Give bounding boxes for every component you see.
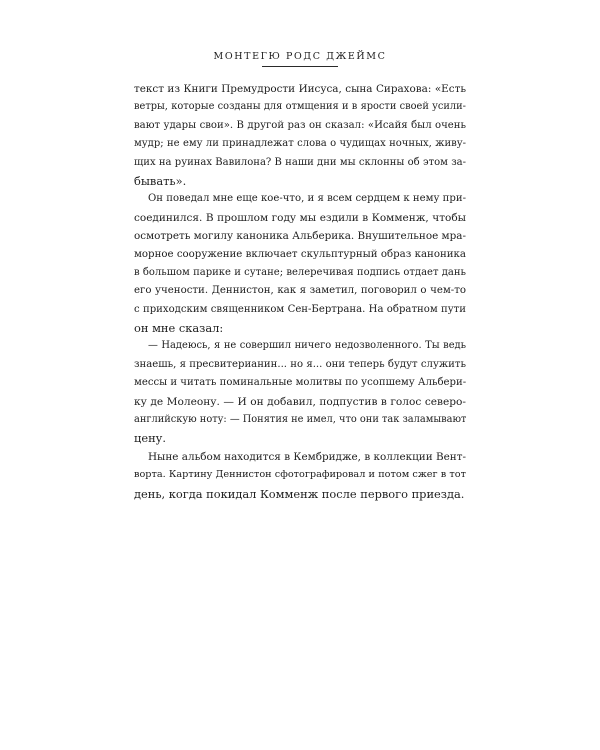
text-line: цену.	[134, 431, 166, 446]
text-line: — Надеюсь, я не совершил ничего недозволенного. Ты ведь	[148, 340, 466, 352]
text-line: Он поведал мне еще кое-что, и я всем сердцем к нему при-	[148, 193, 466, 205]
text-line: ворта. Картину Деннистон сфотографировал и потом сжег в тот	[134, 469, 466, 481]
text-line: щих на руинах Вавилона? В наши дни мы склонны об этом за-	[134, 156, 466, 168]
paragraph-4	[134, 448, 466, 503]
text-line: с приходским священником Сен-Бертрана. На обратном пути	[134, 303, 466, 315]
text-line: его учености. Деннистон, как я заметил, поговорил о чем-то	[134, 285, 466, 297]
text-line: Ныне альбом находится в Кембридже, в коллекции Вент-	[148, 450, 466, 463]
text-line: вают удары свои». В другой раз он сказал: «Исайя был очень	[134, 119, 466, 131]
text-line: английскую ноту: — Понятия не имел, что они так заламывают	[134, 414, 466, 426]
text-line: день, когда покидал Комменж после первого приезда.	[134, 486, 465, 501]
text-line: соединился. В прошлом году мы ездили в Комменж, чтобы	[134, 211, 466, 224]
text-line: морное сооружение включает скульптурный образ каноника	[134, 248, 466, 260]
running-head: МОНТЕГЮ РОДС ДЖЕЙМС	[213, 51, 387, 62]
text-line: ку де Молеону. — И он добавил, подпустив в голос северо-	[134, 395, 466, 408]
text-line: в большом парике и сутане; велеречивая подпись отдает дань	[134, 266, 466, 278]
text-line: мессы и читать поминальные молитвы по усопшему Альбери-	[134, 377, 466, 389]
running-head-rule	[262, 66, 338, 67]
text-line: он мне сказал:	[134, 321, 224, 336]
text-line: осмотреть могилу каноника Альберика. Внушительное мра-	[134, 230, 466, 243]
body-text	[134, 80, 466, 503]
text-line: бывать».	[134, 173, 187, 188]
text-line: мудр; не ему ли принадлежат слова о чудищах ночных, живу-	[134, 138, 466, 150]
text-line: ветры, которые созданы для отмщения и в ярости своей усили-	[134, 101, 466, 113]
text-line: текст из Книги Премудрости Иисуса, сына Сирахова: «Есть	[134, 83, 466, 95]
text-line: знаешь, я пресвитерианин... но я... они теперь будут служить	[134, 358, 466, 370]
paragraph-1	[134, 80, 466, 190]
paragraph-2	[134, 190, 466, 337]
paragraph-3	[134, 337, 466, 447]
